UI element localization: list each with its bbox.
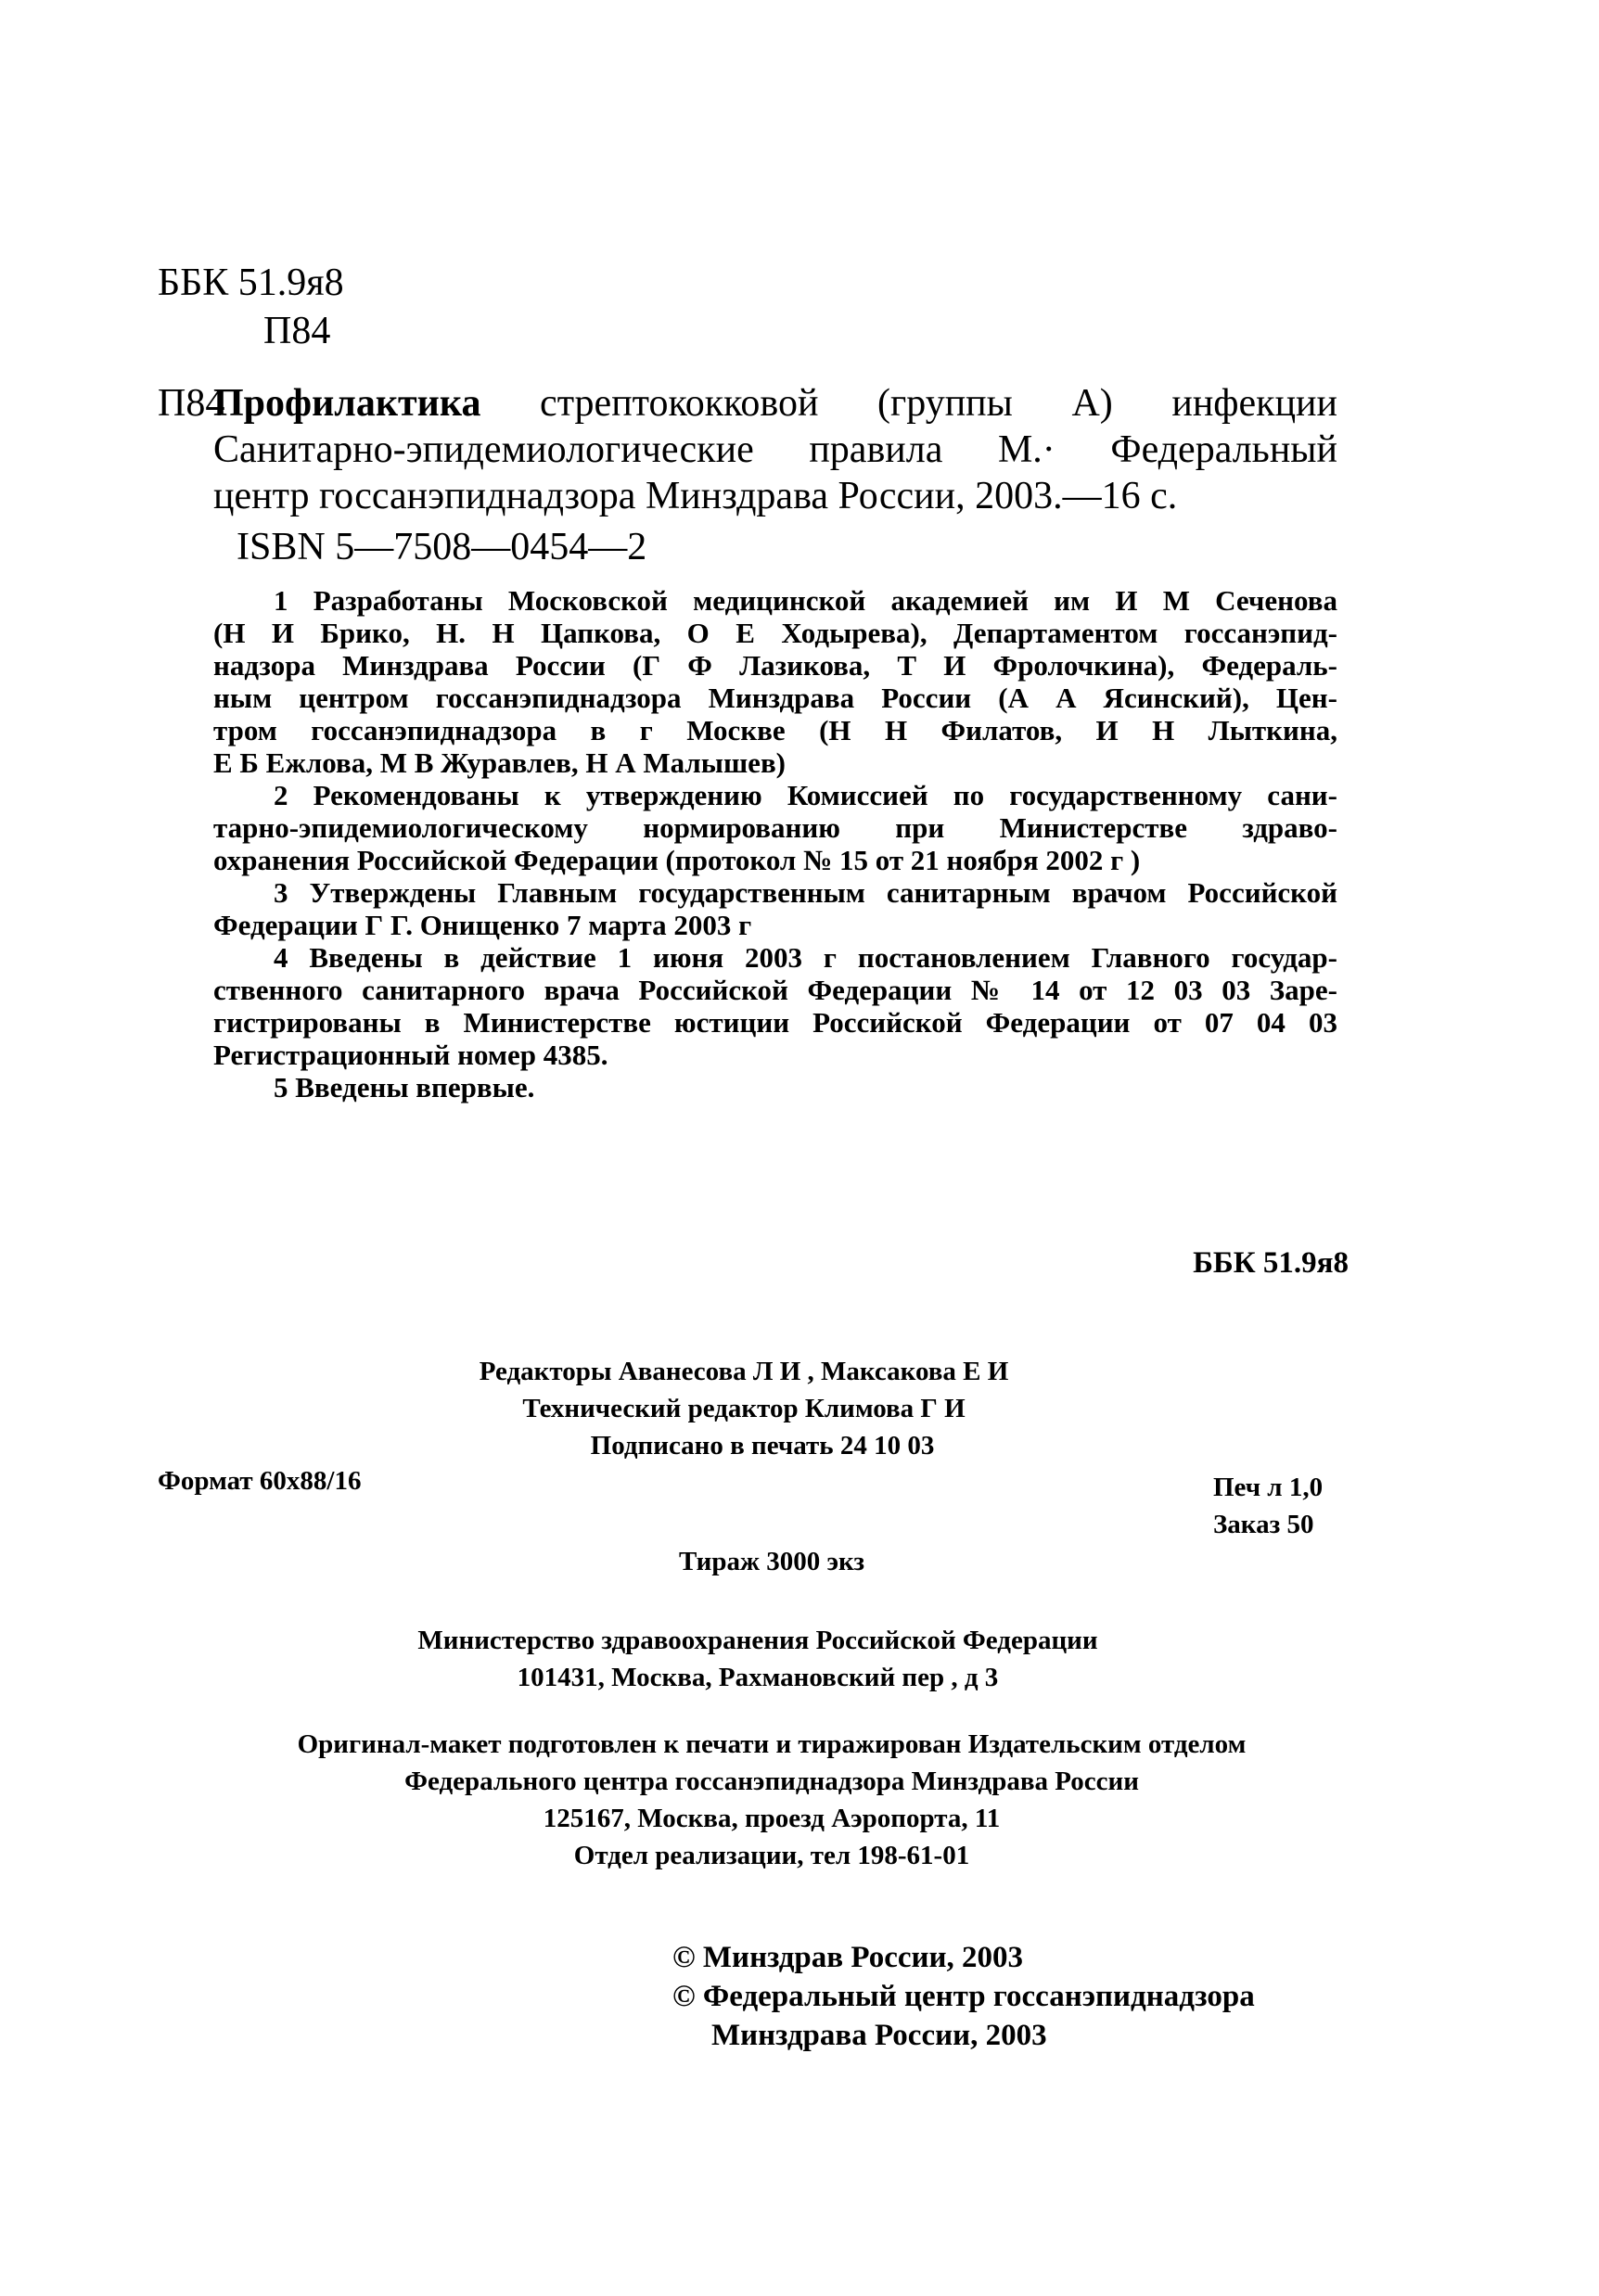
note-4-line: Регистрационный номер 4385. [213, 1039, 608, 1071]
citation-mark: П84 [158, 382, 225, 425]
ministry-address-text: 101431, Москва, Рахмановский пер , д 3 [517, 1663, 999, 1692]
note-4-line: гистрированы в Министерстве юстиции Российской Федерации от 07 04 03 [213, 1006, 1337, 1039]
citation-title-bold: Профилактика [213, 382, 481, 425]
signed-date [0, 1428, 1599, 1463]
note-1-line: тром госсанэпиднадзора в г Москве (Н Н Филатов, И Н Лыткина, [213, 714, 1337, 746]
layout-line-1-text: Оригинал-макет подготовлен к печати и тиражирован Издательским отделом [297, 1729, 1247, 1759]
note-2-line: 2 Рекомендованы к утверждению Комиссией по государственному сани- [274, 779, 1337, 811]
editors [0, 1354, 1599, 1389]
note-1-line: ным центром госсанэпиднадзора Минздрава России (А А Ясинский), Цен- [213, 682, 1337, 714]
note-3-line: Федерации Г Г. Онищенко 7 марта 2003 г [213, 909, 752, 941]
tech-editor [0, 1391, 1599, 1426]
copyright-line-2: © Федеральный центр госсанэпиднадзора [672, 1980, 1255, 2013]
layout-line-4 [0, 1838, 1599, 1873]
note-2-line: тарно-эпидемиологическому нормированию при Министерстве здраво- [213, 811, 1337, 844]
citation-title-rest: стрептококковой (группы А) инфекции [540, 382, 1337, 425]
print-run [0, 1544, 1599, 1579]
note-1-line: 1 Разработаны Московской медицинской академией им И М Сеченова [274, 584, 1337, 617]
bbk-code: ББК 51.9я8 [158, 261, 344, 304]
note-4-line: ственного санитарного врача Российской Федерации № 14 от 12 03 03 Заре- [213, 974, 1337, 1006]
layout-line-3 [0, 1801, 1599, 1836]
author-mark: П84 [263, 310, 331, 352]
copyright-line-1: © Минздрав России, 2003 [672, 1941, 1024, 1974]
note-1-line: надзора Минздрава России (Г Ф Лазикова, Т И Фролочкина), Федераль- [213, 649, 1337, 682]
note-1-line: Е Б Ежлова, М В Журавлев, Н А Малышев) [213, 746, 787, 779]
note-4-line: 4 Введены в действие 1 июня 2003 г постановлением Главного государ- [274, 941, 1337, 974]
tech-editor-text: Технический редактор Климова Г И [522, 1394, 966, 1423]
signed-date-text: Подписано в печать 24 10 03 [590, 1431, 935, 1461]
copyright-line-3: Минздрава России, 2003 [711, 2019, 1047, 2052]
ministry-address [0, 1660, 1599, 1695]
layout-line-4-text: Отдел реализации, тел 198-61-01 [573, 1841, 970, 1870]
citation-line-2: Санитарно-эпидемиологические правила М.· Федеральный [213, 428, 1337, 471]
order-number: Заказ 50 [1213, 1510, 1314, 1539]
layout-line-2-text: Федерального центра госсанэпиднадзора Минздрава России [404, 1767, 1139, 1796]
note-5-line: 5 Введены впервые. [274, 1071, 535, 1103]
note-1-line: (Н И Брико, Н. Н Цапкова, О Е Ходырева), Департаментом госсанэпид- [213, 617, 1337, 649]
layout-line-2 [0, 1764, 1599, 1799]
isbn: ISBN 5—7508—0454—2 [237, 526, 647, 568]
copyright-block [672, 1938, 1255, 2055]
citation-line-3: центр госсанэпиднадзора Минздрава России, 2003.—16 с. [213, 475, 1178, 517]
editors-text: Редакторы Аванесова Л И , Максакова Е И [479, 1357, 1009, 1386]
layout-line-1 [0, 1727, 1599, 1762]
citation-line-1 [213, 380, 1337, 427]
ministry-text: Министерство здравоохранения Российской Федерации [417, 1626, 1098, 1655]
print-run-text: Тираж 3000 экз [679, 1547, 864, 1576]
note-2-line: охранения Российской Федерации (протокол № 15 от 21 ноября 2002 г ) [213, 844, 1141, 876]
bbk-right: ББК 51.9я8 [1193, 1246, 1349, 1280]
notes-block [213, 584, 1337, 1103]
format: Формат 60х88/16 [158, 1466, 362, 1496]
ministry [0, 1623, 1599, 1658]
print-sheets: Печ л 1,0 [1213, 1473, 1324, 1502]
note-3-line: 3 Утверждены Главным государственным санитарным врачом Российской [274, 876, 1337, 909]
layout-line-3-text: 125167, Москва, проезд Аэропорта, 11 [543, 1804, 1001, 1833]
